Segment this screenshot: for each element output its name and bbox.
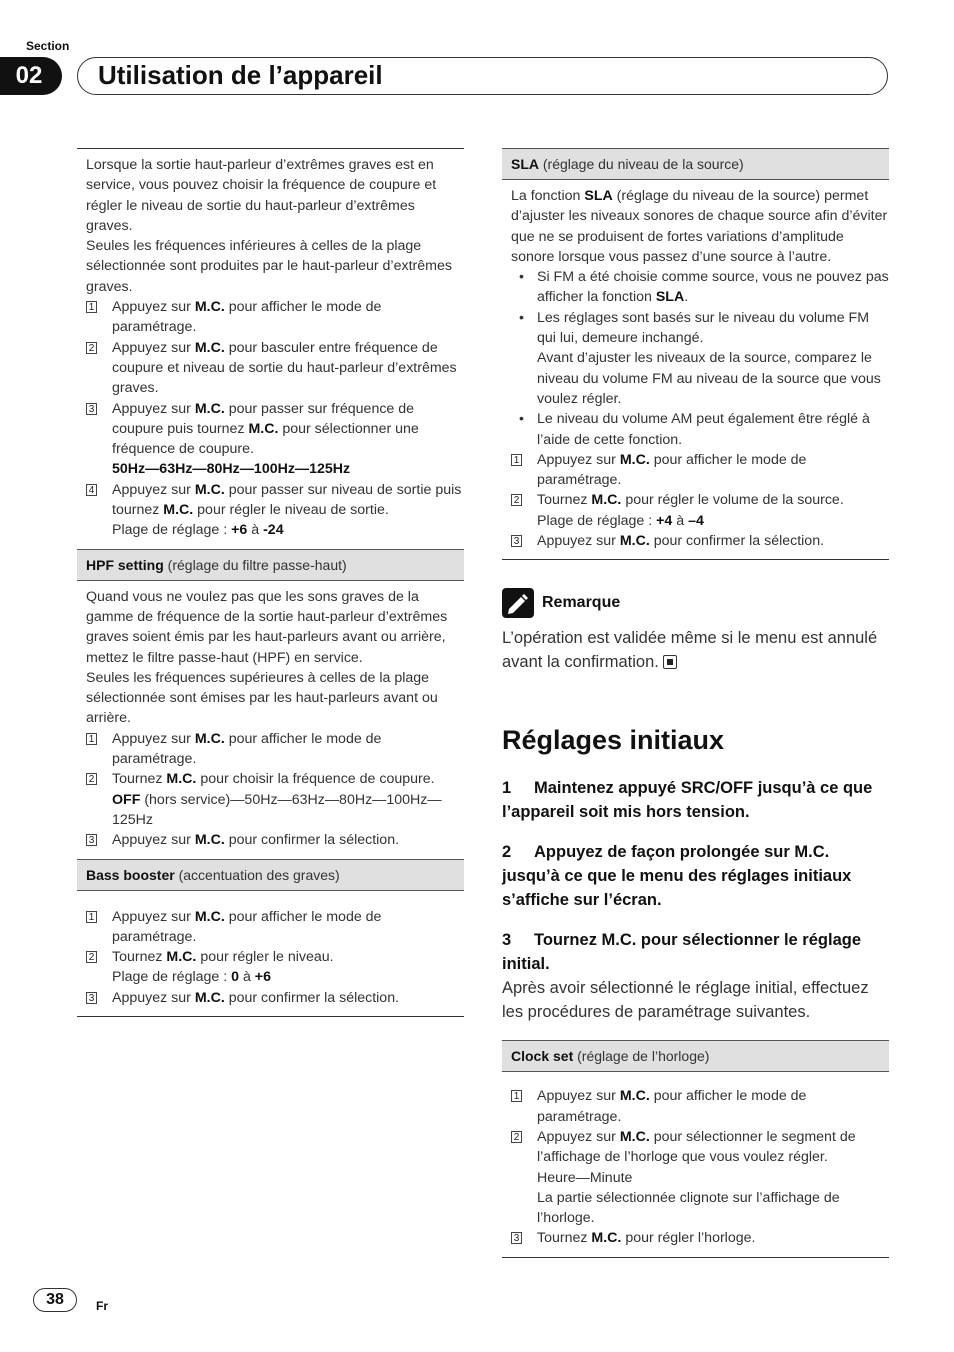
text: Appuyez sur: [537, 1088, 620, 1105]
step-2: [86, 769, 464, 789]
key-label: M.C.: [194, 400, 225, 417]
text: Plage de réglage :: [112, 522, 232, 539]
key-label: M.C.: [194, 481, 225, 498]
step-number-box: 3: [86, 403, 97, 415]
step-2: [86, 947, 464, 967]
text: à: [672, 512, 689, 529]
key-label: M.C.: [194, 730, 225, 747]
text: pour afficher le mode de paramétrage.: [537, 1088, 807, 1125]
sequence-text: 50Hz—63Hz—80Hz—100Hz—125Hz: [112, 461, 351, 478]
note-box: [502, 588, 889, 674]
hpf-setting-header: [77, 549, 464, 581]
step-4: [86, 480, 464, 521]
text: Le niveau du volume AM peut également être réglé à l’aide de cette fonction.: [537, 411, 870, 448]
bullet-item: [511, 267, 889, 308]
step-number-box: 4: [86, 484, 97, 496]
text: pour confirmer la sélection.: [224, 989, 400, 1006]
key-label: M.C.: [194, 339, 225, 356]
text: pour passer sur fréquence de coupure puis tournez: [112, 400, 415, 437]
key-label: M.C.: [619, 451, 650, 468]
text: Appuyez sur: [112, 989, 195, 1006]
step-2: [511, 1127, 889, 1168]
key-label: M.C.: [619, 1128, 650, 1145]
key-label: M.C.: [194, 299, 225, 316]
step-text: Maintenez appuyé SRC/OFF jusqu’à ce que l’appareil soit mis hors tension.: [502, 779, 873, 822]
range-value: -24: [263, 522, 284, 539]
pencil-icon: [502, 588, 534, 618]
frequency-sequence: [86, 790, 464, 831]
key-label: M.C.: [163, 502, 194, 519]
header-rest: (accentuation des graves): [174, 866, 340, 883]
note-title: Remarque: [542, 594, 621, 612]
step-text: Tournez M.C. pour sélectionner le réglage initial.: [502, 931, 862, 974]
step-3: [86, 830, 464, 850]
text: Appuyez sur: [112, 299, 195, 316]
step-1: [86, 729, 464, 770]
bullet-item: [511, 409, 889, 450]
text: pour sélectionner une fréquence de coupure.: [112, 420, 419, 458]
step-number-box: 3: [511, 1232, 522, 1244]
key-label: M.C.: [591, 492, 622, 509]
key-label: M.C.: [248, 420, 279, 437]
range-line: [511, 511, 889, 531]
header-bold: HPF setting: [86, 556, 164, 573]
key-label: SLA: [655, 289, 685, 306]
section-label: Section: [26, 39, 70, 53]
page-number: 38: [33, 1288, 77, 1312]
step-number-box: 2: [511, 1131, 522, 1143]
step-number-box: 2: [86, 773, 97, 785]
header-rest: (réglage du filtre passe-haut): [163, 556, 347, 573]
text: (réglage du niveau de la source) permet d’ajuster les niveaux sonores de chaque source afin d’éviter que ne se produisent de fortes variations d’amplitude sonore lorsque vous passez d’une source à l’autre.: [511, 188, 888, 265]
step-number-box: 1: [86, 911, 97, 923]
text: L’opération est validée même si le menu est annulé avant la confirmation.: [502, 629, 878, 672]
key-label: M.C.: [194, 908, 225, 925]
step-number-box: 3: [86, 992, 97, 1004]
text: Les réglages sont basés sur le niveau du volume FM qui lui, demeure inchangé.: [537, 309, 870, 347]
step-number: 1: [502, 779, 512, 798]
section-number-badge: 02: [0, 57, 62, 95]
paragraph: Seules les fréquences inférieures à celles de la plage sélectionnée sont produites par le haut-parleur d’extrêmes graves.: [86, 238, 452, 295]
header-bold: Bass booster: [86, 866, 175, 883]
text: Appuyez sur: [112, 339, 195, 356]
paragraph: Seules les fréquences supérieures à celles de la plage sélectionnée sont émises par les haut-parleurs avant ou arrière.: [86, 669, 438, 727]
key-label: M.C.: [591, 1230, 622, 1247]
section-heading: Réglages initiaux: [502, 725, 725, 756]
note-heading: [502, 588, 889, 618]
header-bold: Clock set: [511, 1048, 574, 1065]
step-number: 3: [502, 931, 512, 950]
frequency-sequence: [86, 459, 464, 479]
bass-booster-header: [77, 859, 464, 891]
range-value: 0: [231, 969, 239, 986]
time-sequence: Heure—Minute: [537, 1169, 633, 1186]
text: Appuyez sur: [537, 533, 620, 550]
text: pour confirmer la sélection.: [649, 533, 825, 550]
step-2: [511, 490, 889, 510]
right-column: [502, 148, 889, 1258]
text: pour afficher le mode de paramétrage.: [112, 730, 382, 768]
header-bold: SLA: [511, 156, 539, 172]
text: Appuyez sur: [112, 832, 195, 849]
step-number-box: 3: [511, 535, 522, 547]
sla-block: [502, 180, 889, 560]
text: Appuyez sur: [537, 451, 620, 468]
paragraph: Quand vous ne voulez pas que les sons graves de la gamme de fréquence de la sortie haut-parleur d’extrêmes graves soient émis par les haut-parleurs avant ou arrière, mettez le filtre passe-haut (HPF) en service.: [86, 588, 448, 666]
step-number: 2: [502, 843, 512, 862]
note-line: La partie sélectionnée clignote sur l’affichage de l’horloge.: [537, 1189, 840, 1227]
range-value: –4: [688, 512, 704, 529]
left-column: [77, 148, 464, 1017]
step-number-box: 1: [86, 301, 97, 313]
key-label: M.C.: [166, 949, 197, 966]
text: pour régler le volume de la source.: [621, 492, 844, 509]
pencil-svg: [506, 592, 530, 614]
step-3: [86, 399, 464, 460]
end-mark-icon: [663, 655, 677, 669]
text: pour régler le niveau.: [196, 949, 334, 966]
subwoofer-block: [77, 148, 464, 549]
text: à: [239, 969, 255, 986]
step-number-box: 1: [511, 1090, 522, 1102]
sequence-text: (hors service)—50Hz—63Hz—80Hz—100Hz—125Hz: [112, 791, 442, 828]
text: Appuyez sur: [112, 908, 195, 925]
key-label: M.C.: [194, 989, 225, 1006]
key-label: M.C.: [166, 771, 197, 788]
key-label: M.C.: [619, 1088, 650, 1105]
paragraph: Lorsque la sortie haut-parleur d’extrêmes graves est en service, vous pouvez choisir la fréquence de coupure et régler le niveau de sortie du haut-parleur d’extrêmes graves.: [86, 157, 437, 234]
text: pour régler le niveau de sortie.: [193, 502, 389, 519]
step-2: [86, 338, 464, 399]
text: pour choisir la fréquence de coupure.: [196, 771, 435, 788]
key-label: M.C.: [619, 533, 650, 550]
key-label: M.C.: [194, 832, 225, 849]
text: Avant d’ajuster les niveaux de la source, comparez le niveau du volume FM au niveau de la source que vous voulez régler.: [537, 350, 881, 407]
note-text: [502, 626, 889, 674]
paragraph: Après avoir sélectionné le réglage initial, effectuez les procédures de paramétrage suivantes.: [502, 979, 869, 1022]
text: pour afficher le mode de paramétrage.: [112, 299, 382, 336]
step-number-box: 1: [511, 454, 522, 466]
text: Plage de réglage :: [112, 969, 232, 986]
text: Appuyez sur: [112, 481, 195, 498]
page-title: Utilisation de l’appareil: [98, 60, 383, 90]
hpf-block: [77, 581, 464, 859]
step-text: Appuyez de façon prolongée sur M.C. jusqu’à ce que le menu des réglages initiaux s’affiche sur l’écran.: [502, 843, 852, 910]
step-3: [511, 1228, 889, 1248]
text: .: [684, 289, 689, 306]
key-label: SLA: [584, 188, 613, 204]
text: Appuyez sur: [537, 1128, 620, 1145]
text: pour afficher le mode de paramétrage.: [112, 908, 382, 945]
text: La fonction: [511, 188, 585, 204]
text: pour afficher le mode de paramétrage.: [537, 451, 807, 489]
step-number-box: 1: [86, 733, 97, 745]
range-value: +4: [656, 512, 673, 529]
bass-block: [77, 891, 464, 1017]
text: pour régler l’horloge.: [621, 1230, 756, 1247]
text: pour confirmer la sélection.: [224, 832, 400, 849]
text: pour passer sur niveau de sortie puis tournez: [112, 481, 462, 519]
text: Tournez: [537, 1230, 592, 1247]
text: Appuyez sur: [112, 400, 195, 417]
step-3: [511, 531, 889, 551]
header-rest: (réglage de l’horloge): [573, 1048, 710, 1065]
sequence-bold: OFF: [112, 791, 141, 808]
clock-set-header: [502, 1040, 889, 1072]
range-value: +6: [254, 969, 271, 986]
text: à: [247, 522, 264, 539]
bullet-item: [511, 308, 889, 409]
step-1: [86, 907, 464, 948]
range-value: +6: [231, 522, 248, 539]
numbered-step-1: [502, 776, 889, 824]
step-1: [86, 297, 464, 338]
range-line: [86, 967, 464, 987]
numbered-step-2: [502, 840, 889, 912]
text: pour basculer entre fréquence de coupure et niveau de sortie du haut-parleur d’extrêmes graves.: [112, 339, 457, 397]
step-3: [86, 988, 464, 1008]
step-1: [511, 450, 889, 491]
range-line: [86, 520, 464, 540]
step-number-box: 2: [511, 494, 522, 506]
text: Tournez: [537, 492, 592, 509]
paragraph: [511, 186, 889, 267]
step-number-box: 2: [86, 951, 97, 963]
text: pour sélectionner le segment de l’affichage de l’horloge que vous voulez régler.: [537, 1128, 856, 1166]
step-number-box: 2: [86, 342, 97, 354]
numbered-step-3: [502, 928, 889, 976]
text: Plage de réglage :: [537, 512, 657, 529]
step-1: [511, 1086, 889, 1127]
text: Tournez: [112, 771, 167, 788]
text: Tournez: [112, 949, 167, 966]
step-number-box: 3: [86, 834, 97, 846]
language-code: Fr: [96, 1299, 108, 1313]
sla-header: [502, 148, 889, 180]
header-rest: (réglage du niveau de la source): [539, 156, 744, 172]
text: Appuyez sur: [112, 730, 195, 747]
text: Si FM a été choisie comme source, vous ne pouvez pas afficher la fonction: [537, 269, 889, 306]
clock-block: [502, 1072, 889, 1257]
